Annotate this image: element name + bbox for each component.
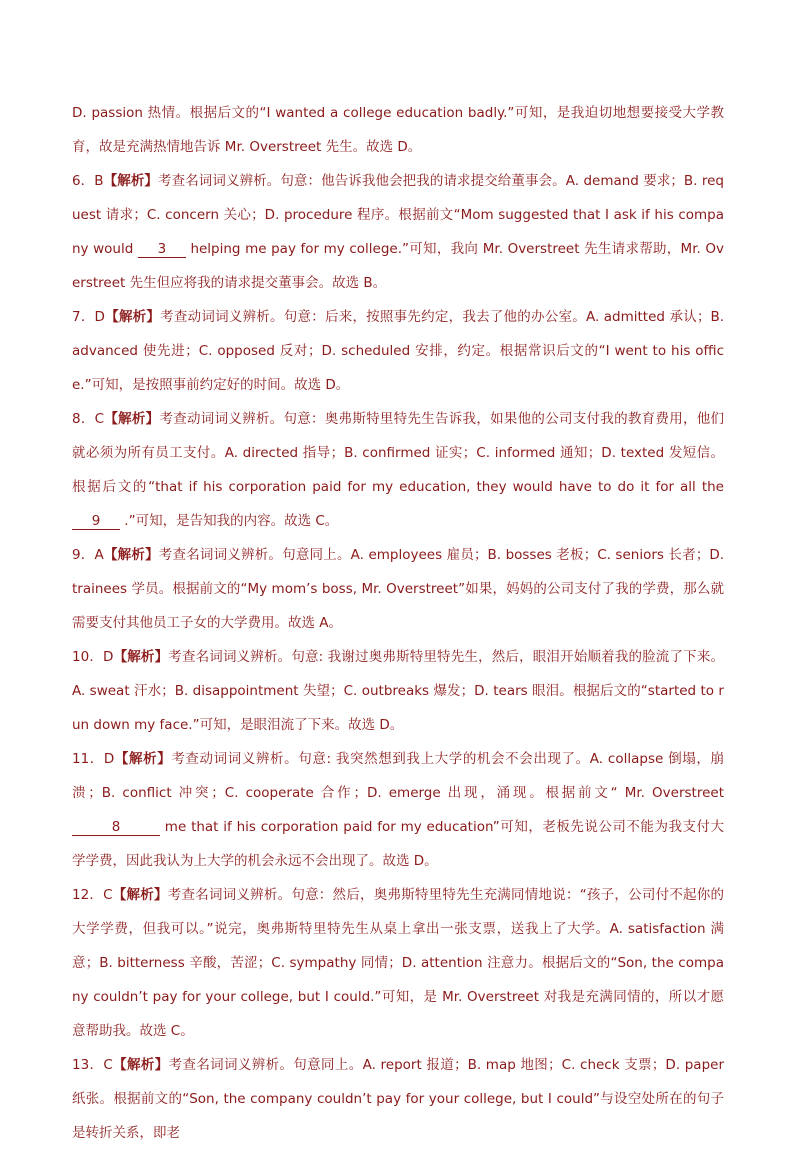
answer-number: 12．C: [72, 887, 113, 903]
paragraph-answer-8: [72, 402, 724, 538]
paragraph-text: 考查名词词义辨析。句意: 我谢过奥弗斯特里特先生，然后，眼泪开始顺着我的脸流了下来。A. sweat 汗水；B. disappointment 失望；C. outbreaks 爆发；D. tears 眼泪。根据后文的“started to run down my face.”可知，是眼泪流了下来。故选 D。: [72, 649, 724, 733]
answer-number: 9．A: [72, 547, 104, 563]
paragraph-text: 考查动词词义辨析。句意: 我突然想到我上大学的机会不会出现了。A. collapse 倒塌，崩溃；B. conflict 冲突；C. cooperate 合作；D. emerge 出现，涌现。根据前文“ Mr. Overstreet: [72, 751, 725, 801]
paragraph-answer-7: [72, 300, 724, 402]
analysis-tag: 【解析】: [112, 887, 168, 903]
paragraph-text: me that if his corporation paid for my education”可知，老板先说公司不能为我支付大学学费，因此我认为上大学的机会永远不会出现了。故选 D。: [72, 819, 724, 869]
paragraph-answer-5-continued: [72, 96, 724, 164]
paragraph-text: 考查动词词义辨析。句意：后来，按照事先约定，我去了他的办公室。A. admitted 承认；B. advanced 使先进；C. opposed 反对；D. scheduled 安排，约定。根据常识后文的“I went to his office.”可知，是按照事前约定好的时间。故选 D。: [72, 309, 725, 393]
answer-number: 10．D: [72, 649, 114, 665]
blank-reference: 8: [72, 819, 160, 836]
paragraph-text: 考查名词词义辨析。句意：他告诉我他会把我的请求提交给董事会。A. demand 要求；B. request 请求；C. concern 关心；D. procedure 程序。根据前文“Mom suggested that I ask if his company would: [72, 173, 724, 257]
paragraph-answer-9: [72, 538, 724, 640]
analysis-tag: 【解析】: [114, 751, 172, 767]
blank-reference: 9: [72, 513, 120, 530]
paragraph-answer-6: [72, 164, 724, 300]
answer-number: 8．C: [72, 411, 105, 427]
paragraph-text: 考查动词词义辨析。句意：奥弗斯特里特先生告诉我，如果他的公司支付我的教育费用，他们就必须为所有员工支付。A. directed 指导；B. confirmed 证实；C. informed 通知；D. texted 发短信。根据后文的“that if his corporation paid for my education, they would have to do it for all the: [72, 411, 725, 495]
paragraph-answer-12: [72, 878, 724, 1048]
analysis-tag: 【解析】: [103, 173, 159, 189]
paragraph-text: helping me pay for my college.”可知，我向 Mr. Overstreet 先生请求帮助，Mr. Overstreet 先生但应将我的请求提交董事会。故选 B。: [72, 241, 724, 291]
analysis-tag: 【解析】: [104, 309, 161, 325]
analysis-tag: 【解析】: [113, 649, 169, 665]
analysis-tag: 【解析】: [103, 547, 159, 563]
paragraph-answer-10: [72, 640, 724, 742]
answer-number: 11．D: [72, 751, 115, 767]
paragraph-text: .”可知，是告知我的内容。故选 C。: [120, 513, 339, 529]
blank-reference: 3: [138, 241, 186, 258]
paragraph-text: 考查名词词义辨析。句意同上。A. employees 雇员；B. bosses 老板；C. seniors 长者；D. trainees 学员。根据前文的“My mom’s boss, Mr. Overstreet”如果，妈妈的公司支付了我的学费，那么就需要支付其他员工子女的大学费用。故选 A。: [72, 547, 725, 631]
analysis-tag: 【解析】: [104, 411, 160, 427]
paragraph-text: 考查名词词义辨析。句意同上。A. report 报道；B. map 地图；C. check 支票；D. paper 纸张。根据前文的“Son, the company couldn’t pay for your college, but I could”与设空处所在的句子是转折关系，即老: [72, 1057, 725, 1141]
paragraph-answer-13: [72, 1048, 724, 1150]
answer-number: 6．B: [72, 173, 104, 189]
paragraph-text: 考查名词词义辨析。句意：然后，奥弗斯特里特先生充满同情地说：“孩子，公司付不起你的大学学费，但我可以。”说完，奥弗斯特里特先生从桌上拿出一张支票，送我上了大学。A. satisfaction 满意；B. bitterness 辛酸，苦涩；C. sympathy 同情；D. attention 注意力。根据后文的“Son, the company couldn’t pay for your college, but I could.”可知，是 Mr. Overstreet 对我是充满同情的，所以才愿意帮助我。故选 C。: [72, 887, 725, 1039]
analysis-tag: 【解析】: [112, 1057, 169, 1073]
paragraph-text: D. passion 热情。根据后文的“I wanted a college education badly.”可知，是我迫切地想要接受大学教育，故是充满热情地告诉 Mr. Overstreet 先生。故选 D。: [72, 105, 724, 155]
answer-number: 13．C: [72, 1057, 113, 1073]
paragraph-answer-11: [72, 742, 724, 878]
answer-number: 7．D: [72, 309, 105, 325]
